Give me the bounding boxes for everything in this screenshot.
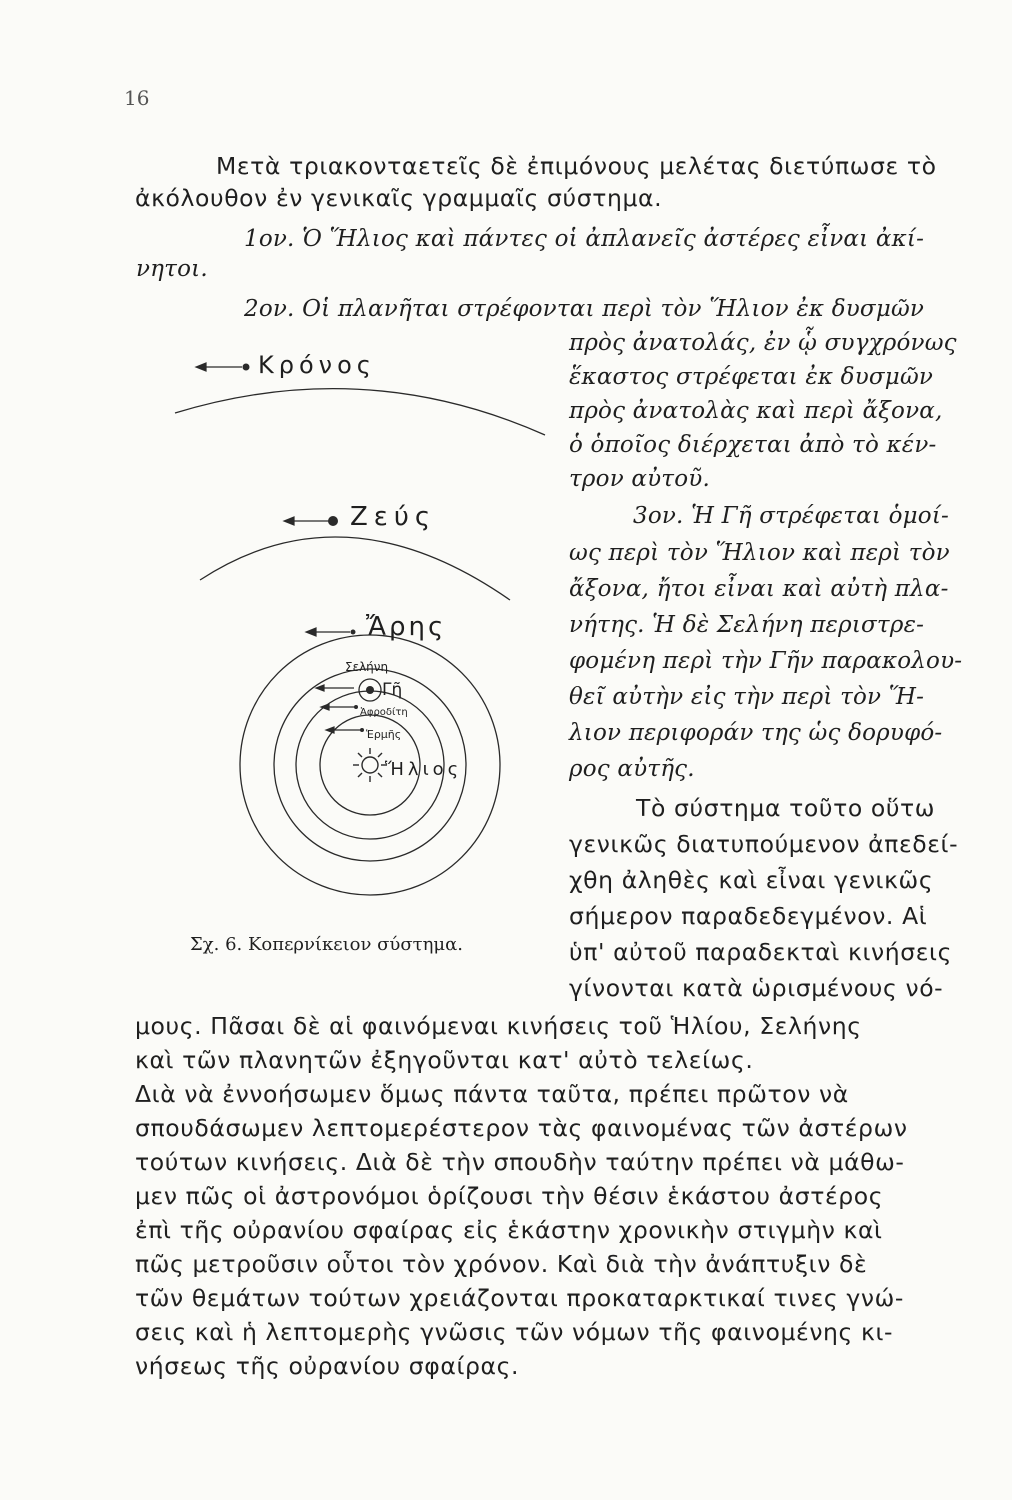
law2-rest-line: ἕκαστος στρέφεται ἐκ δυσμῶν [569,364,934,390]
law3-line: ρος αὐτῆς. [569,756,695,782]
figure-caption: Σχ. 6. Κοπερνίκειον σύστημα. [190,934,463,955]
law1-line-1: 1ον. Ὁ Ἥλιος καὶ πάντες οἱ ἀπλανεῖς ἀστέρες εἶναι ἀκί- [244,226,925,252]
body-line: μους. Πᾶσαι δὲ αἱ φαινόμεναι κινήσεις τοῦ Ἡλίου, Σελήνης [135,1012,862,1040]
hermes-dot [360,728,364,732]
law2-rest-line: τρον αὐτοῦ. [569,466,710,492]
page-number: 16 [124,86,150,110]
helios-label: Ἥλιος [385,759,463,780]
law3-line: ως περὶ τὸν Ἥλιον καὶ περὶ τὸν [569,540,950,566]
law2-rest-line: ὁ ὁποῖος διέρχεται ἀπὸ τὸ κέν- [569,432,937,458]
law1-line-2: νητοι. [136,256,208,282]
right-text-line: γίνονται κατὰ ὡρισμένους νό- [569,974,944,1002]
law3-line: λιον περιφοράν της ὡς δορυφό- [569,720,943,746]
body-line: ἐπὶ τῆς οὐρανίου σφαίρας εἰς ἑκάστην χρονικὴν στιγμὴν καὶ [135,1216,883,1244]
body-line: σπουδάσωμεν λεπτομερέστερον τὰς φαινομένας τῶν ἀστέρων [135,1114,908,1142]
ge-label: Γῆ [382,680,403,700]
body-line: καὶ τῶν πλανητῶν ἐξηγοῦνται κατ' αὐτὸ τελείως. [135,1046,754,1074]
kronos-label: Κρόνος [258,351,376,379]
law3-line: νήτης. Ἡ δὲ Σελήνη περιστρε- [569,612,925,638]
law3-line: θεῖ αὐτὴν εἰς τὴν περὶ τὸν Ἥ- [569,684,925,710]
law2-rest-line: πρὸς ἀνατολάς, ἐν ᾧ συγχρόνως [569,330,957,356]
ares-dot [351,630,356,635]
body-line: τούτων κινήσεις. Διὰ δὲ τὴν σπουδὴν ταύτην πρέπει νὰ μάθω- [135,1148,905,1176]
body-line: τῶν θεμάτων τούτων χρειάζονται προκαταρκτικαί τινες γνώ- [135,1284,904,1312]
intro-line-1: Μετὰ τριακονταετεῖς δὲ ἐπιμόνους μελέτας διετύπωσε τὸ [216,152,937,180]
right-text-line: Τὸ σύστημα τοῦτο οὕτω [636,794,936,822]
body-line: πῶς μετροῦσιν οὗτοι τὸν χρόνον. Καὶ διὰ τὴν ἀνάπτυξιν δὲ [135,1250,868,1278]
law2-line-1: 2ον. Οἱ πλανῆται στρέφονται περὶ τὸν Ἥλιον ἐκ δυσμῶν [244,296,925,322]
zeus-dot [328,516,338,526]
aphrodite-dot [354,705,358,709]
aphrodite-label: Ἀφροδίτη [360,707,408,718]
arrow-icon [196,363,206,371]
zeus-orbit [200,537,510,600]
intro-line-2: ἀκόλουθον ἐν γενικαῖς γραμμαῖς σύστημα. [135,184,663,212]
sun-icon [353,748,387,782]
law3-line: 3ον. Ἡ Γῆ στρέφεται ὁμοί- [633,503,950,529]
kronos-orbit [175,389,545,435]
arrow-icon [306,628,316,636]
earth-dot [366,686,374,694]
selene-label: Σελήνη [345,660,389,674]
copernican-system-diagram [170,335,560,925]
law3-line: ἄξονα, ἤτοι εἶναι καὶ αὐτὴ πλα- [569,576,949,602]
body-line: σεις καὶ ἡ λεπτομερὴς γνῶσις τῶν νόμων τῆς φαινομένης κι- [135,1318,894,1346]
ares-label: Ἄρης [366,612,447,642]
right-text-line: χθη ἀληθὲς καὶ εἶναι γενικῶς [569,866,934,894]
right-text-line: σήμερον παραδεδεγμένον. Αἱ [569,902,928,930]
body-line: νήσεως τῆς οὐρανίου σφαίρας. [135,1352,520,1380]
arrow-icon [326,727,334,733]
arrow-icon [316,685,324,691]
body-line: μεν πῶς οἱ ἀστρονόμοι ὁρίζουσι τὴν θέσιν ἑκάστου ἀστέρος [135,1182,884,1210]
law2-rest-line: πρὸς ἀνατολὰς καὶ περὶ ἄξονα, [569,398,943,424]
law3-line: φομένη περὶ τὴν Γῆν παρακολου- [569,648,963,674]
right-text-line: γενικῶς διατυπούμενον ἀπεδεί- [569,830,959,858]
kronos-dot [243,364,250,371]
arrow-icon [284,517,294,525]
zeus-label: Ζεύς [350,502,437,532]
hermes-label: Ἑρμῆς [366,728,402,741]
body-line: Διὰ νὰ ἐννοήσωμεν ὅμως πάντα ταῦτα, πρέπει πρῶτον νὰ [135,1080,849,1108]
right-text-line: ὑπ' αὐτοῦ παραδεκταὶ κινήσεις [569,938,952,966]
